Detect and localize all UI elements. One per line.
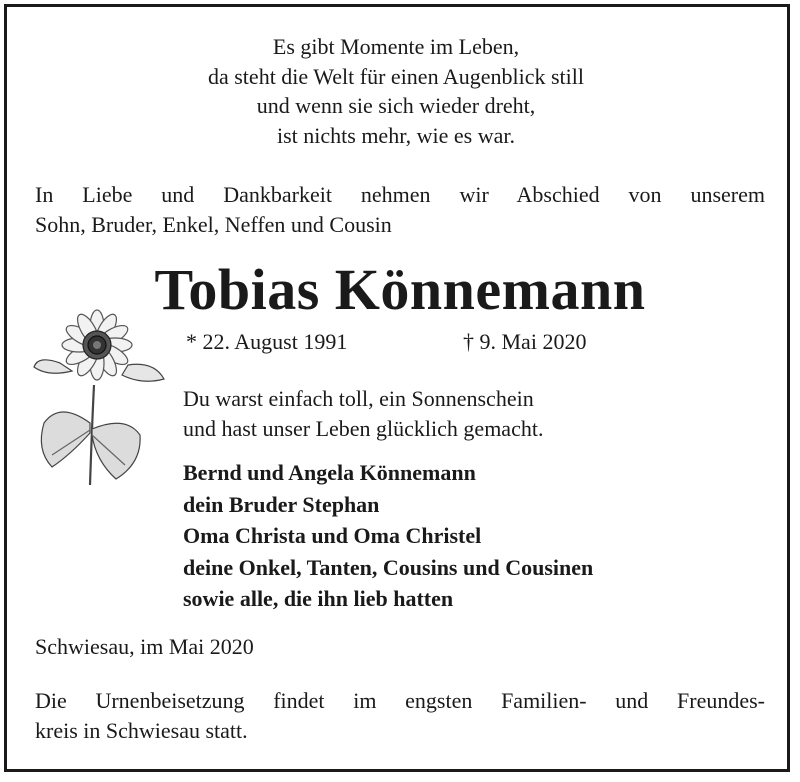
mourner-line: Bernd und Angela Könnemann [183,460,476,485]
quote-line: und hast unser Leben glücklich gemacht. [183,416,544,441]
quote [183,384,543,444]
death-date: † 9. Mai 2020 [463,329,587,354]
birth-date: * 22. August 1991 [186,329,348,354]
poem-line: ist nichts mehr, wie es war. [276,122,515,148]
mourners-list [183,457,593,615]
poem-line: da steht die Welt für einen Augenblick still [207,63,585,89]
mourner-line: dein Bruder Stephan [183,491,380,517]
mourner-line: sowie alle, die ihn lieb hatten [183,586,454,611]
burial-line-1: Die Urnenbeisetzung findet im engsten Familien- und Freundes- [35,688,765,713]
poem [0,32,792,150]
sunflower-icon [30,305,170,490]
deceased-name: Tobias Könnemann [154,257,646,322]
intro-text [35,180,765,240]
poem-line: Es gibt Momente im Leben, [272,34,520,59]
intro-line-2: Sohn, Bruder, Enkel, Neffen und Cousin [35,212,392,237]
poem-line: und wenn sie sich wieder dreht, [256,93,536,118]
burial-line-2: kreis in Schwiesau statt. [35,718,248,743]
mourner-line: Oma Christa und Oma Christel [183,523,482,548]
intro-line-1: In Liebe und Dankbarkeit nehmen wir Abschied von unserem [35,182,765,207]
burial-notice [35,686,765,746]
quote-line: Du warst einfach toll, ein Sonnenschein [183,386,534,411]
place-date: Schwiesau, im Mai 2020 [35,634,254,659]
mourner-line: deine Onkel, Tanten, Cousins und Cousinen [183,554,594,580]
